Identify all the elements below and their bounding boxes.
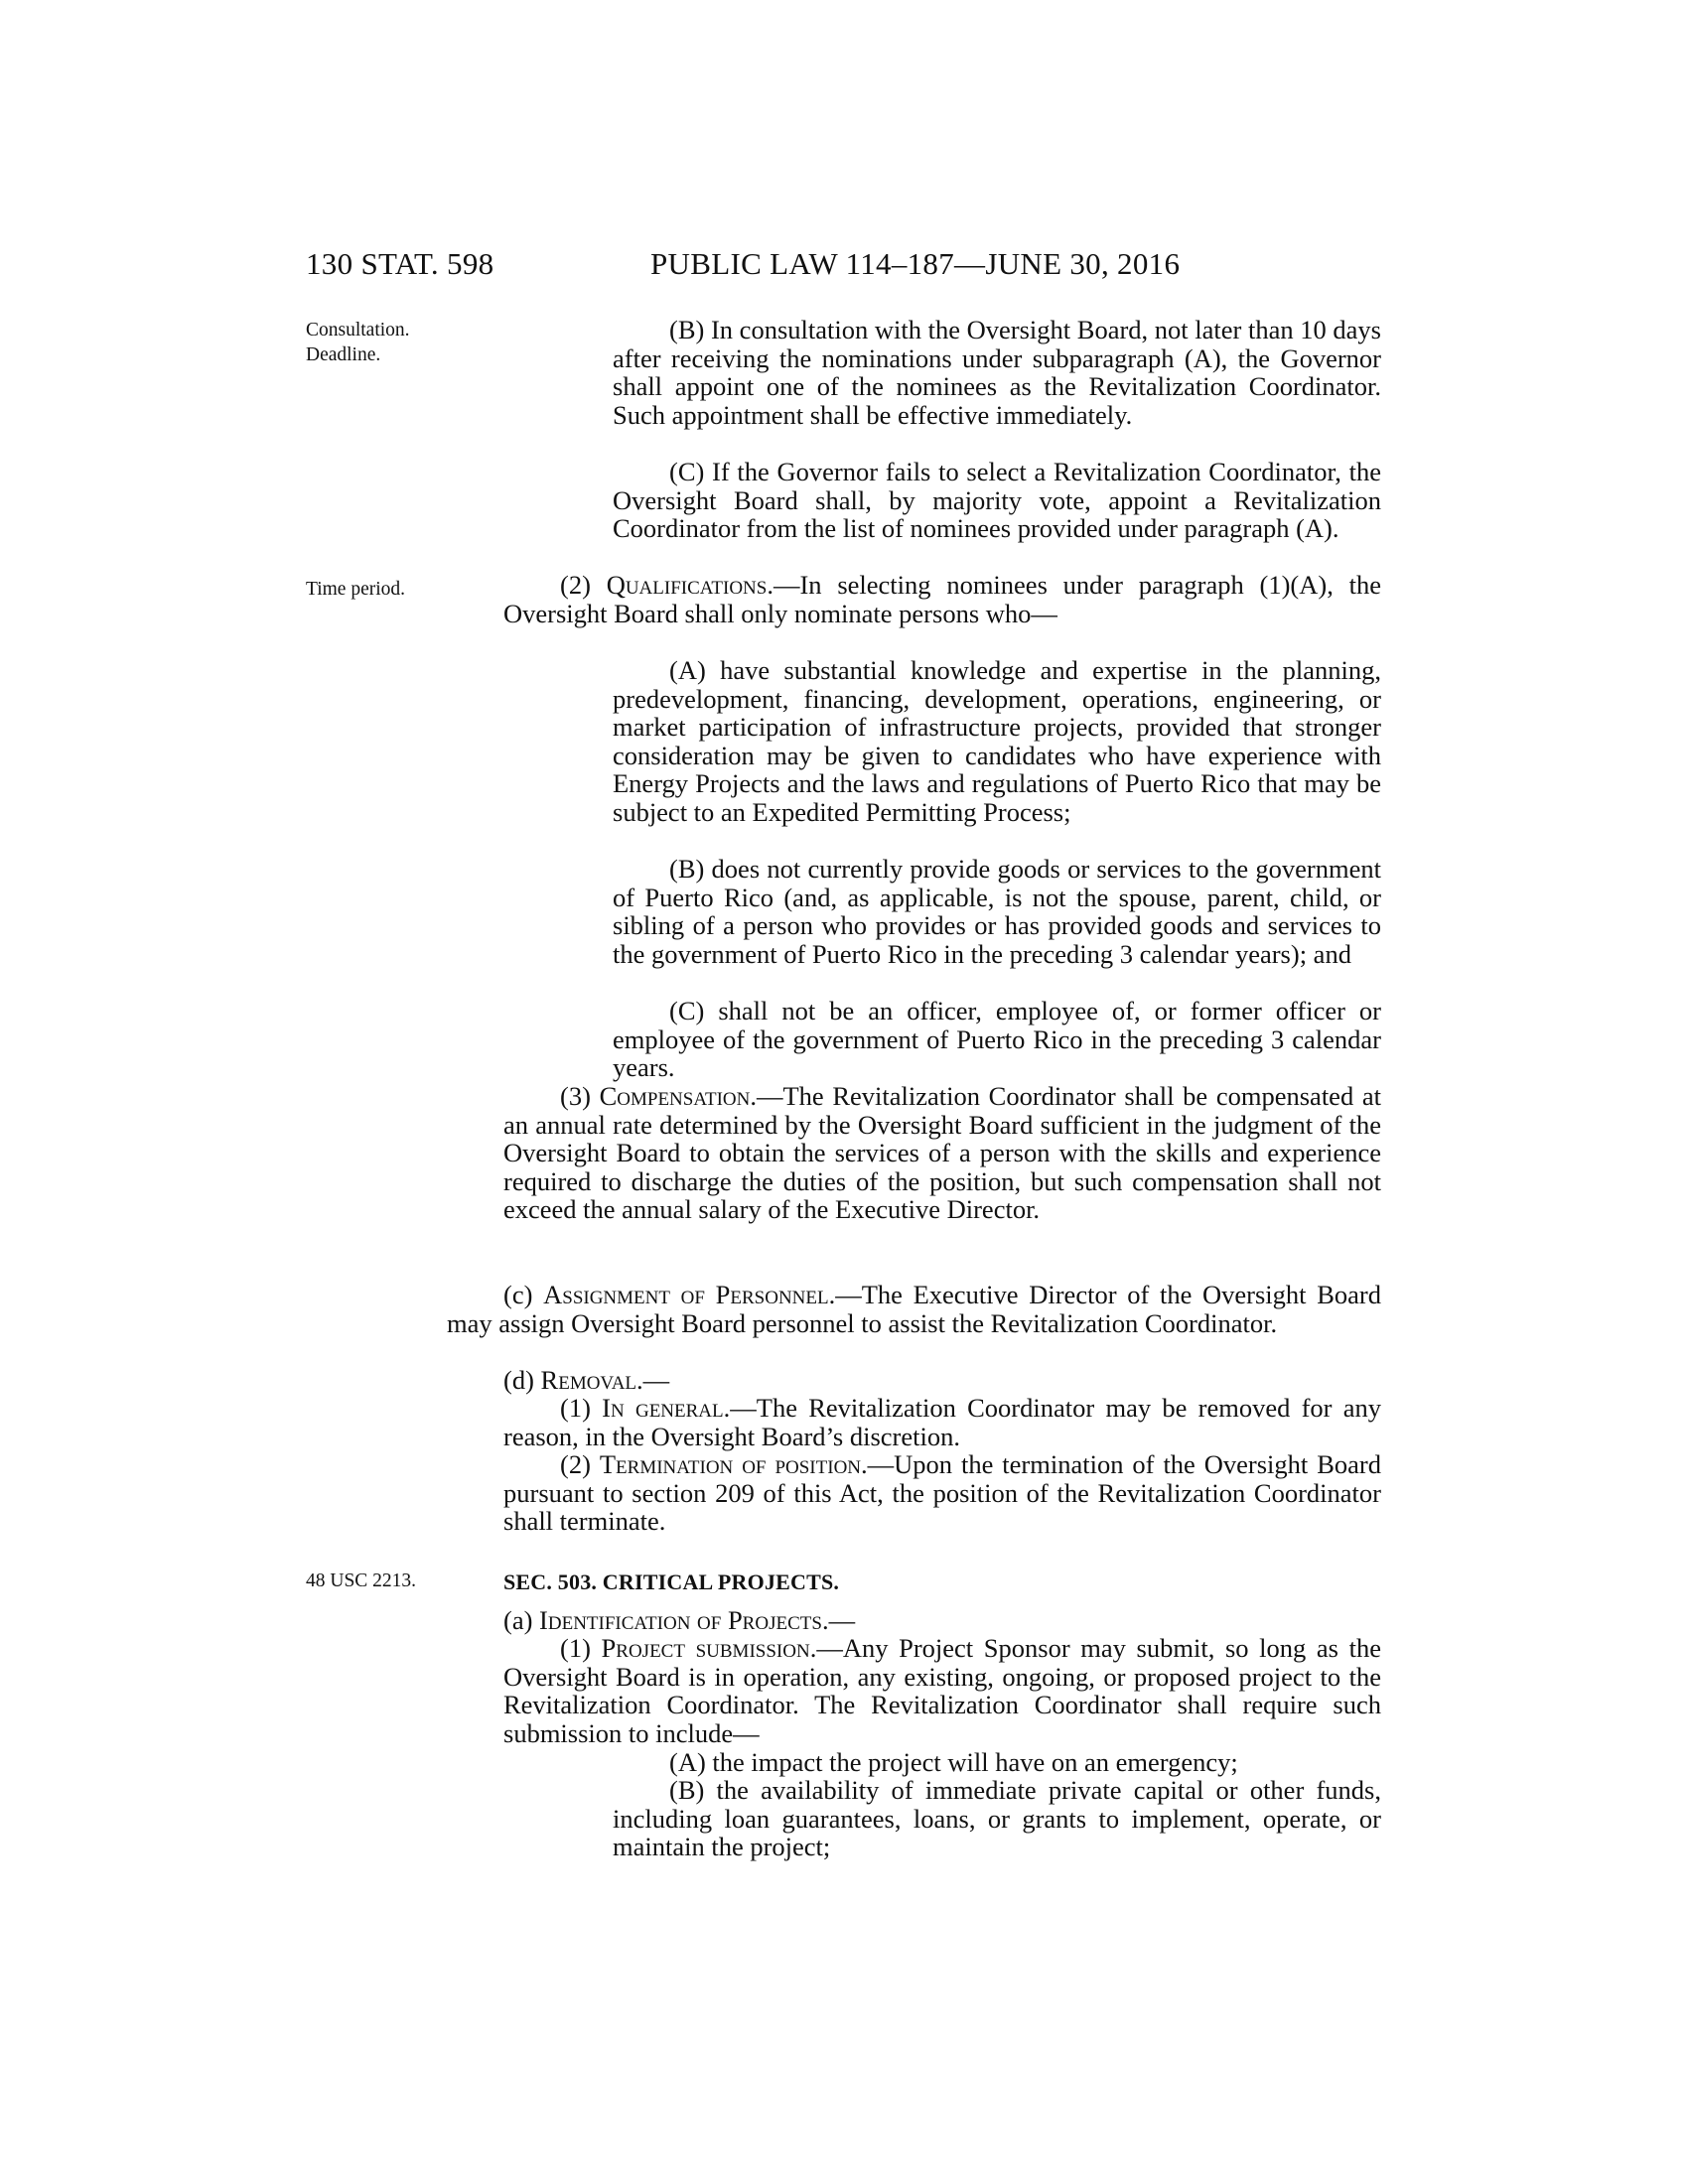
- removal-heading: Removal: [540, 1365, 637, 1395]
- margin-note-usc: 48 USC 2213.: [306, 1570, 417, 1591]
- in-general-heading: In general: [602, 1393, 724, 1423]
- qualification-b: (B) does not currently provide goods or services to the government of Puerto Rico (and, as applicable, is not the spouse, parent, child, or sibling of a person who provides or has provided goods and services to the government of Puerto Rico in the preceding 3 calendar years); and: [613, 854, 1381, 969]
- termination-text: .—Upon the termination of the Oversight Board pursuant to section 209 of this Act, the position of the Revitalization Coordinator shall terminate.: [503, 1449, 1381, 1536]
- identification-number: (a): [503, 1605, 540, 1635]
- in-general-number: (1): [560, 1393, 603, 1423]
- qualifications-number: (2): [560, 570, 607, 600]
- paragraph-in-general: [503, 1394, 1381, 1450]
- qualification-a: (A) have substantial knowledge and expertise in the planning, predevelopment, financing, development, operations, engineering, or market participation of infrastructure projects, provided that stronger consideration may be given to candidates who have experience with Energy Projects and the laws and regulations of Puerto Rico that may be subject to an Expedited Permitting Process;: [613, 655, 1381, 827]
- assignment-heading: Assignment of Personnel: [543, 1280, 829, 1309]
- removal-tail: .—: [636, 1365, 670, 1395]
- termination-heading: Termination of position: [599, 1449, 862, 1479]
- subsection-assignment: [447, 1281, 1381, 1337]
- subsection-removal: [447, 1366, 1381, 1395]
- paragraph-termination: [503, 1450, 1381, 1536]
- subparagraph-c: (C) If the Governor fails to select a Revitalization Coordinator, the Oversight Board shall, by majority vote, appoint a Revitalization Coordinator from the list of nominees provided under paragraph (A).: [613, 457, 1381, 543]
- paragraph-compensation: [503, 1082, 1381, 1224]
- qualification-c: (C) shall not be an officer, employee of, or former officer or employee of the government of Puerto Rico in the preceding 3 calendar years.: [613, 996, 1381, 1082]
- submission-b: (B) the availability of immediate private capital or other funds, including loan guarantees, loans, or grants to implement, operate, or maintain the project;: [613, 1775, 1381, 1861]
- submission-text: .—Any Project Sponsor may submit, so long as the Oversight Board is in operation, any existing, ongoing, or proposed project to the Revitalization Coordinator. The Revitalization Coordinator shall require such submission to include—: [503, 1633, 1381, 1748]
- margin-note-time-period: Time period.: [306, 579, 406, 600]
- page-running-head: PUBLIC LAW 114–187—JUNE 30, 2016: [650, 246, 1181, 281]
- compensation-number: (3): [560, 1081, 600, 1111]
- page-stat-citation: 130 STAT. 598: [306, 246, 494, 281]
- submission-heading: Project submission: [601, 1633, 810, 1663]
- paragraph-project-submission: [503, 1634, 1381, 1747]
- compensation-heading: Compensation: [599, 1081, 751, 1111]
- margin-note-consultation: Consultation.: [306, 320, 410, 341]
- section-title: SEC. 503. CRITICAL PROJECTS.: [503, 1570, 840, 1594]
- compensation-text: .—The Revitalization Coordinator shall be compensated at an annual rate determined by the Oversight Board sufficient in the judgment of the Oversight Board to obtain the services of a person with the skills and experience required to discharge the duties of the position, but such compensation shall not exceed the annual salary of the Executive Director.: [503, 1081, 1381, 1224]
- identification-heading: Identification of Projects: [539, 1605, 822, 1635]
- paragraph-qualifications: [503, 571, 1381, 627]
- submission-a: (A) the impact the project will have on an emergency;: [669, 1747, 1238, 1777]
- subsection-identification: [447, 1606, 1381, 1635]
- qualifications-heading: Qualifications: [606, 570, 768, 600]
- identification-tail: .—: [821, 1605, 856, 1635]
- submission-number: (1): [560, 1633, 602, 1663]
- in-general-text: .—The Revitalization Coordinator may be removed for any reason, in the Oversight Board’s discretion.: [503, 1393, 1382, 1451]
- subparagraph-b: (B) In consultation with the Oversight Board, not later than 10 days after receiving the nominations under subparagraph (A), the Governor shall appoint one of the nominees as the Revitalization Coordinator. Such appointment shall be effective immediately.: [613, 315, 1381, 430]
- removal-number: (d): [503, 1365, 541, 1395]
- assignment-number: (c): [503, 1280, 544, 1309]
- assignment-text: .—The Executive Director of the Oversight Board may assign Oversight Board personnel to assist the Revitalization Coordinator.: [447, 1280, 1381, 1338]
- margin-note-deadline: Deadline.: [306, 344, 381, 365]
- termination-number: (2): [560, 1449, 600, 1479]
- qualifications-text: .—In selecting nominees under paragraph (1)(A), the Oversight Board shall only nominate persons who—: [503, 570, 1382, 628]
